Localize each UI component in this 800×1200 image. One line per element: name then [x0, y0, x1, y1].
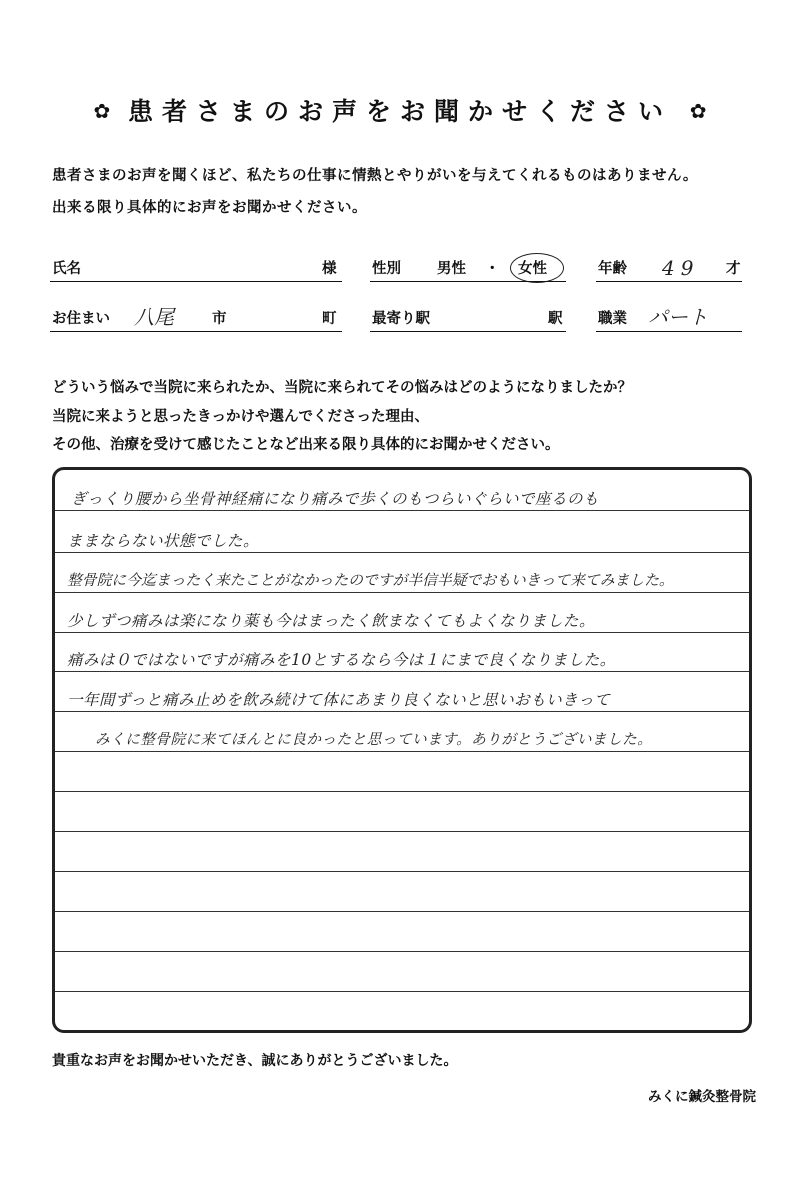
address-handwritten: 八尾 [134, 305, 174, 329]
job-handwritten: パート [648, 305, 708, 329]
intro-line-2: 出来る限り具体的にお声をお聞かせください。 [52, 200, 367, 216]
flower-icon: ✿ [689, 99, 707, 123]
age-handwritten: 49 [662, 256, 700, 280]
ruled-line [55, 951, 749, 952]
city-suffix: 市 [212, 311, 227, 327]
ruled-line [55, 510, 749, 511]
ruled-line [55, 791, 749, 792]
page-title [0, 92, 800, 128]
gender-separator: ・ [485, 261, 500, 277]
gender-female: 女性 [518, 261, 547, 277]
job-field-line [596, 331, 742, 333]
address-label: お住まい [52, 311, 110, 327]
flower-icon: ✿ [93, 99, 111, 123]
footer-thanks: 貴重なお声をお聞かせいただき、誠にありがとうございました。 [52, 1053, 458, 1069]
clinic-name: みくに鍼灸整骨院 [648, 1089, 756, 1105]
ruled-line [55, 552, 749, 553]
name-label: 氏名 [52, 261, 81, 277]
name-field-line [50, 281, 342, 283]
female-circle-mark [510, 253, 564, 283]
ruled-line [55, 871, 749, 872]
gender-label: 性別 [372, 261, 401, 277]
ruled-line [55, 711, 749, 712]
address-field-line [50, 331, 342, 333]
answer-line-1: ぎっくり腰から坐骨神経痛になり痛みで歩くのもつらいぐらいで座るのも [71, 490, 600, 508]
answer-line-6: 一年間ずっと痛み止めを飲み続けて体にあまり良くないと思いおもいきって [67, 691, 611, 709]
ruled-line [55, 592, 749, 593]
form-row-2 [50, 302, 742, 332]
station-suffix: 駅 [548, 311, 563, 327]
ruled-line [55, 831, 749, 832]
station-label: 最寄り駅 [372, 311, 430, 327]
answer-line-7: みくに整骨院に来てほんとに良かったと思っています。ありがとうございました。 [95, 731, 653, 748]
ruled-line [55, 632, 749, 633]
age-field-line [596, 281, 742, 283]
ruled-line [55, 911, 749, 912]
station-field-line [370, 331, 566, 333]
form-row-1 [50, 252, 742, 282]
title-text: 患者さまのお声をお聞かせください [127, 97, 672, 126]
question-line-1: どういう悩みで当院に来られたか、当院に来られてその悩みはどのようになりましたか？ [52, 380, 632, 396]
intro-line-1: 患者さまのお声を聞くほど、私たちの仕事に情熱とやりがいを与えてくれるものはありません。 [52, 168, 698, 184]
ruled-line [55, 991, 749, 992]
gender-field-line [370, 281, 566, 283]
job-label: 職業 [598, 311, 627, 327]
question-line-3: その他、治療を受けて感じたことなど出来る限り具体的にお聞かせください。 [52, 437, 560, 453]
name-suffix: 様 [322, 261, 337, 277]
gender-male: 男性 [437, 261, 466, 277]
town-suffix: 町 [322, 311, 337, 327]
answer-line-3: 整骨院に今迄まったく来たことがなかったのですが半信半疑でおもいきって来てみました。 [67, 572, 674, 589]
answer-line-2: ままならない状態でした。 [67, 532, 260, 550]
question-line-2: 当院に来ようと思ったきっかけや選んでくださった理由、 [52, 409, 429, 425]
answer-box [52, 467, 752, 1033]
answer-line-5: 痛みは０ではないですが痛みを10とするなら今は１にまで良くなりました。 [67, 651, 616, 669]
age-suffix: 才 [726, 261, 741, 277]
ruled-line [55, 751, 749, 752]
age-label: 年齢 [598, 261, 627, 277]
ruled-line [55, 671, 749, 672]
answer-line-4: 少しずつ痛みは楽になり薬も今はまったく飲まなくてもよくなりました。 [67, 612, 596, 630]
